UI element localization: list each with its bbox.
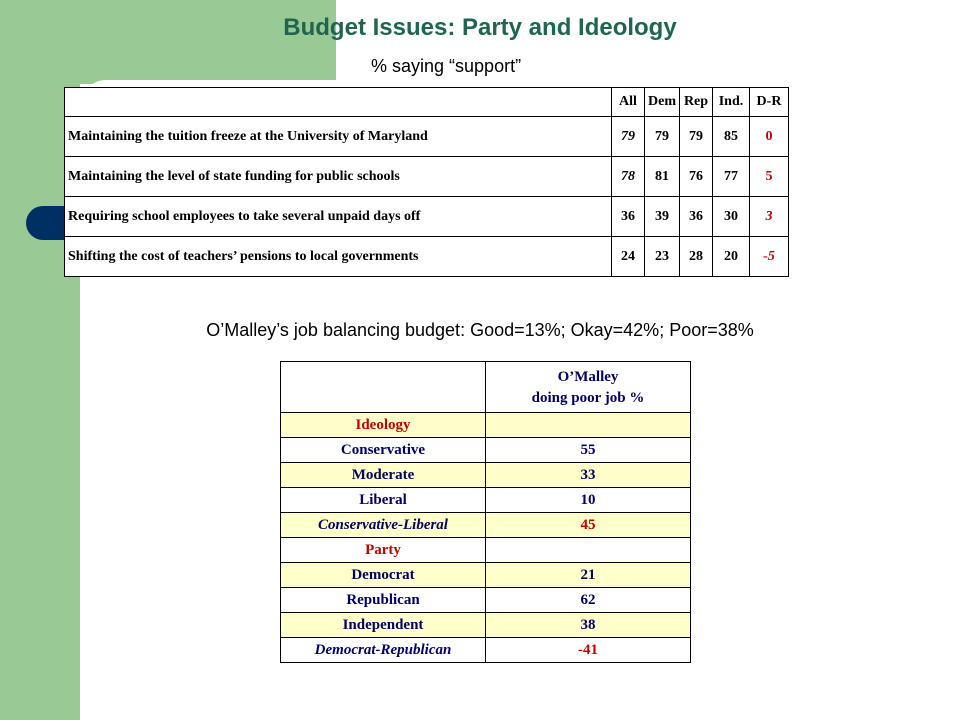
table-row: [281, 513, 691, 538]
value-all: 24: [612, 237, 645, 277]
table-row: [65, 197, 789, 237]
table-row: [65, 117, 789, 157]
row-label: Ideology: [281, 413, 486, 438]
row-label: Conservative-Liberal: [281, 513, 486, 538]
support-table: [64, 87, 789, 277]
col-rep: Rep: [680, 88, 713, 117]
value-rep: 76: [680, 157, 713, 197]
row-value: 62: [486, 588, 691, 613]
row-value: 10: [486, 488, 691, 513]
budget-summary: O’Malley’s job balancing budget: Good=13%; Okay=42%; Poor=38%: [206, 320, 754, 340]
value-dr: 5: [750, 157, 789, 197]
value-rep: 36: [680, 197, 713, 237]
background-green-top: [0, 0, 336, 84]
value-dem: 81: [645, 157, 680, 197]
row-value: 21: [486, 563, 691, 588]
row-label: Conservative: [281, 438, 486, 463]
header-cell: [486, 362, 691, 413]
row-value: 55: [486, 438, 691, 463]
value-ind: 30: [713, 197, 750, 237]
header-line2: doing poor job %: [531, 390, 645, 406]
value-dem: 79: [645, 117, 680, 157]
value-dr: 3: [750, 197, 789, 237]
value-rep: 28: [680, 237, 713, 277]
value-all: 79: [612, 117, 645, 157]
row-value: 45: [486, 513, 691, 538]
header-line1: O’Malley: [557, 369, 619, 385]
row-label: Independent: [281, 613, 486, 638]
row-value: [486, 413, 691, 438]
poor-job-table: [280, 361, 691, 663]
issue-label: Maintaining the level of state funding for public schools: [65, 157, 612, 197]
header-blank-cell: [281, 362, 486, 413]
row-label: Democrat: [281, 563, 486, 588]
value-ind: 20: [713, 237, 750, 277]
table-row: [281, 438, 691, 463]
table-row: [281, 488, 691, 513]
table-row: [65, 157, 789, 197]
row-value: 33: [486, 463, 691, 488]
value-rep: 79: [680, 117, 713, 157]
value-dr: 0: [750, 117, 789, 157]
table-row: [281, 613, 691, 638]
row-label: Liberal: [281, 488, 486, 513]
table-row: [281, 563, 691, 588]
value-dr: -5: [750, 237, 789, 277]
row-value: -41: [486, 638, 691, 663]
value-all: 36: [612, 197, 645, 237]
subtitle: % saying “support”: [371, 56, 522, 76]
section-row-party: [281, 538, 691, 563]
value-dem: 23: [645, 237, 680, 277]
section-row-ideology: [281, 413, 691, 438]
value-dem: 39: [645, 197, 680, 237]
table-row: [65, 237, 789, 277]
issue-label: Shifting the cost of teachers’ pensions to local governments: [65, 237, 612, 277]
issue-label: Maintaining the tuition freeze at the University of Maryland: [65, 117, 612, 157]
table-row: [281, 588, 691, 613]
page-title: Budget Issues: Party and Ideology: [283, 14, 677, 41]
row-label: Moderate: [281, 463, 486, 488]
issue-label: Requiring school employees to take several unpaid days off: [65, 197, 612, 237]
table-header-row: [65, 88, 789, 117]
row-label: Democrat-Republican: [281, 638, 486, 663]
row-value: [486, 538, 691, 563]
col-all: All: [612, 88, 645, 117]
table-row: [281, 463, 691, 488]
row-label: Republican: [281, 588, 486, 613]
row-label: Party: [281, 538, 486, 563]
col-dem: Dem: [645, 88, 680, 117]
table-row: [281, 638, 691, 663]
row-value: 38: [486, 613, 691, 638]
col-ind: Ind.: [713, 88, 750, 117]
value-all: 78: [612, 157, 645, 197]
value-ind: 85: [713, 117, 750, 157]
header-blank-cell: [65, 88, 612, 117]
table-header-row: [281, 362, 691, 413]
col-dr: D-R: [750, 88, 789, 117]
value-ind: 77: [713, 157, 750, 197]
